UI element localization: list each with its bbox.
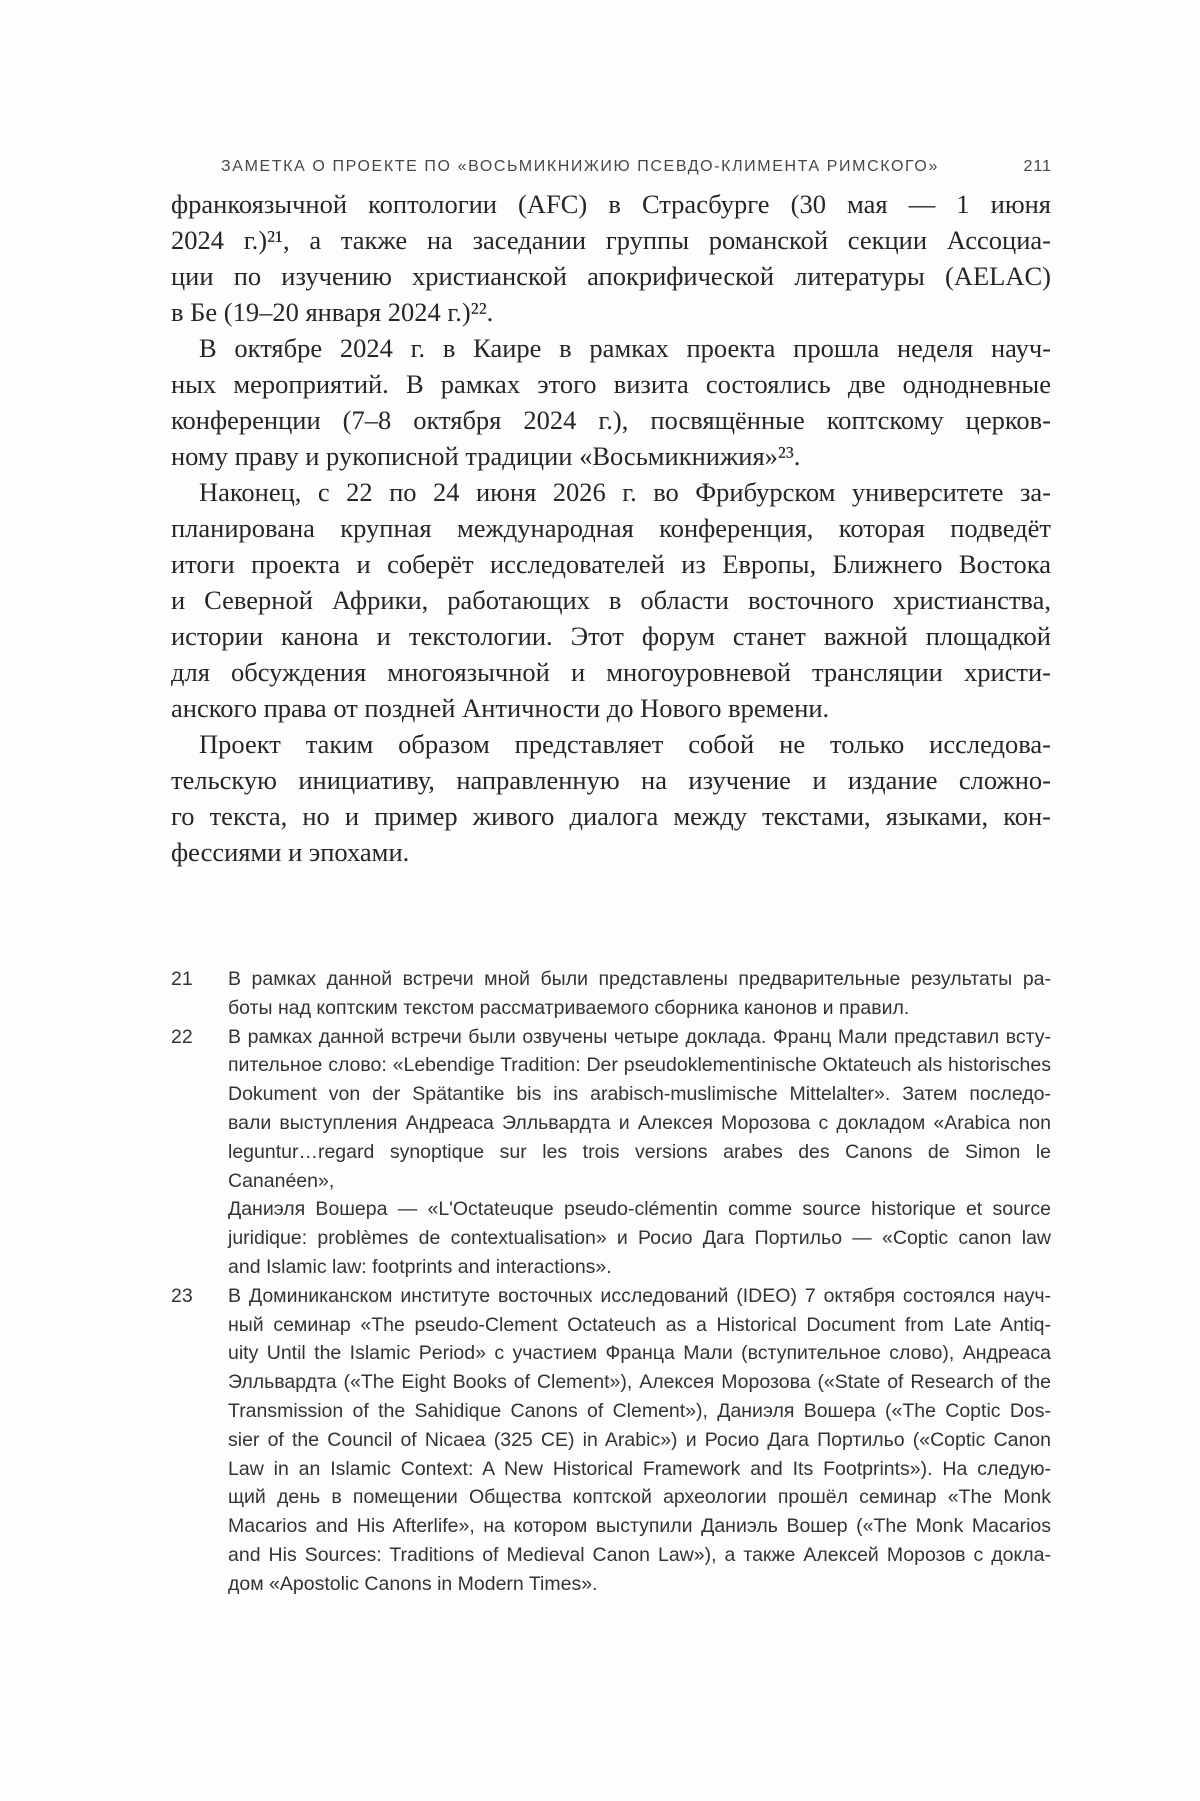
footnote bbox=[171, 1282, 1051, 1599]
text-line: ному праву и рукописной традиции «Восьмикнижия»²³. bbox=[171, 441, 801, 471]
text-line: анского права от поздней Античности до Нового времени. bbox=[171, 693, 830, 723]
text-line: итоги проекта и соберёт исследователей из Европы, Ближнего Востока bbox=[171, 549, 1051, 579]
footnote-line: дом «Apostolic Canons in Modern Times». bbox=[228, 1572, 598, 1595]
footnote-line: Dokument von der Spätantike bis ins arabisch-muslimische Mittelalter». Затем последо- bbox=[228, 1083, 1051, 1106]
text-line: 2024 г.)²¹, а также на заседании группы романской секции Ассоциа- bbox=[171, 225, 1051, 255]
text-line: в Бе (19–20 января 2024 г.)²². bbox=[171, 297, 494, 327]
footnote-line: Transmission of the Sahidique Canons of Clement»), Даниэля Вошера («The Coptic Dos- bbox=[228, 1399, 1051, 1422]
page-number: 211 bbox=[1023, 158, 1052, 175]
paragraph bbox=[171, 726, 1051, 870]
footnote-line: uity Until the Islamic Period» с участием Франца Мали (вступительное слово), Андреаса bbox=[228, 1342, 1051, 1365]
footnote bbox=[171, 965, 1051, 1023]
footnote-line: Даниэля Вошера — «L'Octateuque pseudo-clémentin comme source historique et source bbox=[228, 1198, 1051, 1221]
footnote-line: juridique: problèmes de contextualisation» и Росио Дага Портильо — «Coptic canon law bbox=[228, 1227, 1051, 1250]
body-text bbox=[171, 186, 1051, 870]
text-line: истории канона и текстологии. Этот форум станет важной площадкой bbox=[171, 621, 1051, 651]
footnote-number: 22 bbox=[171, 1025, 193, 1048]
paragraph bbox=[171, 474, 1051, 726]
footnote-line: боты над коптским текстом рассматриваемого сборника канонов и правил. bbox=[228, 996, 910, 1019]
text-line: Наконец, с 22 по 24 июня 2026 г. во Фрибурском университете за- bbox=[199, 477, 1051, 507]
running-header bbox=[170, 158, 1052, 182]
footnote-line: and His Sources: Traditions of Medieval Canon Law»), а также Алексей Морозов с докла- bbox=[228, 1543, 1051, 1566]
text-line: ции по изучению христианской апокрифической литературы (AELAC) bbox=[171, 261, 1051, 291]
footnote-line: ный семинар «The pseudo-Clement Octateuch as a Historical Document from Late Antiq- bbox=[228, 1313, 1051, 1336]
text-line: для обсуждения многоязычной и многоуровневой трансляции христи- bbox=[171, 657, 1051, 687]
footnote bbox=[171, 1023, 1051, 1282]
paragraph bbox=[171, 186, 1051, 330]
text-line: В октябре 2024 г. в Каире в рамках проекта прошла неделя науч- bbox=[199, 333, 1051, 363]
footnote-line: пительное слово: «Lebendige Tradition: Der pseudoklementinische Oktateuch als historisches bbox=[228, 1054, 1051, 1077]
footnote-line: sier of the Council of Nicaea (325 CE) in Arabic») и Росио Дага Портильо («Coptic Canon bbox=[228, 1428, 1051, 1451]
footnote-line: В Доминиканском институте восточных исследований (IDEO) 7 октября состоялся науч- bbox=[228, 1284, 1051, 1307]
footnotes bbox=[171, 965, 1051, 1599]
footnote-text bbox=[228, 1023, 1051, 1282]
paragraph bbox=[171, 330, 1051, 474]
footnote-line: щий день в помещении Общества коптской археологии прошёл семинар «The Monk bbox=[228, 1486, 1051, 1509]
text-line: планирована крупная международная конференция, которая подведёт bbox=[171, 513, 1051, 543]
footnote-line: and Islamic law: footprints and interactions». bbox=[228, 1255, 612, 1278]
text-line: Проект таким образом представляет собой не только исследова- bbox=[199, 729, 1051, 759]
footnote-line: В рамках данной встречи были озвучены четыре доклада. Франц Мали представил всту- bbox=[228, 1025, 1051, 1048]
footnote-line: В рамках данной встречи мной были представлены предварительные результаты ра- bbox=[228, 968, 1051, 990]
text-line: и Северной Африки, работающих в области восточного христианства, bbox=[171, 585, 1051, 615]
running-header-title: ЗАМЕТКА О ПРОЕКТЕ ПО «ВОСЬМИКНИЖИЮ ПСЕВДО-КЛИМЕНТА РИМСКОГО» bbox=[221, 158, 939, 175]
text-line: го текста, но и пример живого диалога между текстами, языками, кон- bbox=[171, 801, 1051, 831]
footnote-text bbox=[228, 965, 1051, 1023]
footnote-text bbox=[228, 1282, 1051, 1599]
footnote-number: 21 bbox=[171, 968, 193, 990]
footnote-number: 23 bbox=[171, 1284, 193, 1307]
text-line: конференции (7–8 октября 2024 г.), посвящённые коптскому церков- bbox=[171, 405, 1051, 435]
text-line: тельскую инициативу, направленную на изучение и издание сложно- bbox=[171, 765, 1051, 795]
footnote-line: Macarios and His Afterlife», на котором выступили Даниэль Вошер («The Monk Macarios bbox=[228, 1515, 1051, 1538]
footnote-line: leguntur…regard synoptique sur les trois versions arabes des Canons de Simon le Cananéen», bbox=[228, 1140, 1051, 1192]
text-line: ных мероприятий. В рамках этого визита состоялись две однодневные bbox=[171, 369, 1051, 399]
footnote-line: Law in an Islamic Context: A New Historical Framework and Its Footprints»). На следую- bbox=[228, 1457, 1051, 1480]
footnote-line: Элльвардта («The Eight Books of Clement»), Алексея Морозова («State of Research of the bbox=[228, 1371, 1051, 1394]
text-line: фессиями и эпохами. bbox=[171, 837, 410, 867]
footnote-line: вали выступления Андреаса Элльвардта и Алексея Морозова с докладом «Arabica non bbox=[228, 1111, 1051, 1134]
text-line: франкоязычной коптологии (AFC) в Страсбурге (30 мая — 1 июня bbox=[171, 189, 1051, 219]
